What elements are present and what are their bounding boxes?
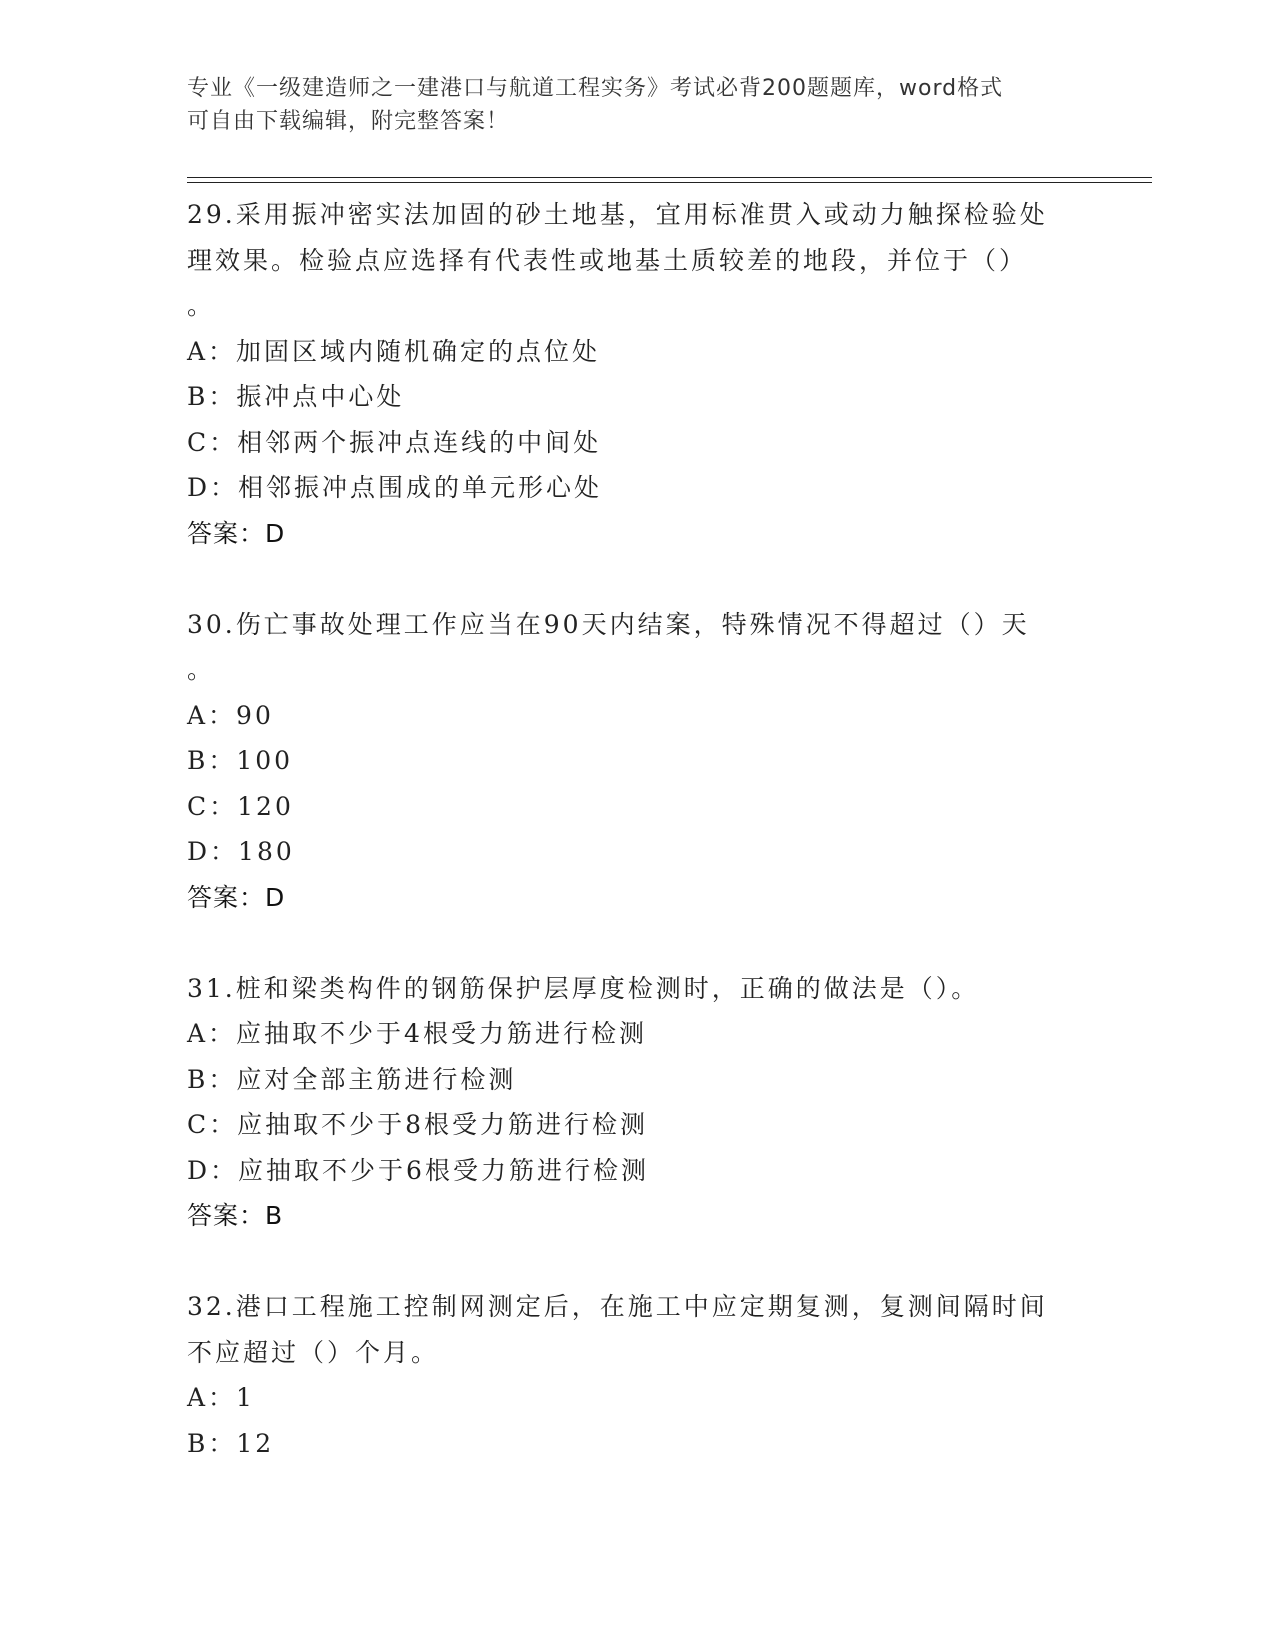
option-c: C：120 (187, 791, 294, 821)
option-a: A：应抽取不少于4根受力筋进行检测 (187, 1019, 647, 1048)
question-block (187, 1284, 1107, 1466)
header-line-1: 专业《一级建造师之一建港口与航道工程实务》考试必背200题题库，word格式 (187, 76, 1004, 101)
question-block (187, 602, 1107, 921)
question-text: 30.伤亡事故处理工作应当在90天内结案，特殊情况不得超过（）天 (187, 609, 1030, 639)
question-text: 理效果。检验点应选择有代表性或地基土质较差的地段，并位于（） (187, 245, 1028, 275)
question-text: 31.桩和梁类构件的钢筋保护层厚度检测时，正确的做法是（）。 (187, 973, 980, 1003)
answer-line: 答案：D (187, 518, 286, 548)
question-spacer (187, 920, 1107, 966)
option-d: D：180 (187, 837, 295, 866)
option-b: B：应对全部主筋进行检测 (187, 1064, 517, 1094)
question-text: 不应超过（）个月。 (187, 1337, 440, 1367)
question-spacer (187, 556, 1107, 602)
header-divider-bottom (187, 182, 1152, 183)
question-spacer (187, 1239, 1107, 1285)
question-text: 29.采用振冲密实法加固的砂土地基，宜用标准贯入或动力触探检验处 (187, 200, 1048, 229)
answer-line: 答案：D (187, 882, 286, 912)
option-b: B：100 (187, 746, 294, 775)
option-a: A：加固区域内随机确定的点位处 (187, 336, 601, 366)
option-c: C：应抽取不少于8根受力筋进行检测 (187, 1110, 649, 1139)
question-list (187, 192, 1107, 1466)
answer-line: 答案：B (187, 1201, 284, 1230)
option-c: C：相邻两个振冲点连线的中间处 (187, 427, 602, 457)
question-block (187, 966, 1107, 1239)
option-d: D：应抽取不少于6根受力筋进行检测 (187, 1155, 649, 1185)
option-b: B：振冲点中心处 (187, 382, 405, 411)
header-line-2: 可自由下载编辑，附完整答案！ (187, 109, 510, 134)
question-text: 。 (187, 291, 216, 320)
question-text: 32.港口工程施工控制网测定后，在施工中应定期复测，复测间隔时间 (187, 1292, 1048, 1321)
option-d: D：相邻振冲点围成的单元形心处 (187, 473, 603, 502)
option-b: B：12 (187, 1428, 275, 1458)
header-divider-top (187, 177, 1152, 178)
question-block (187, 192, 1107, 556)
option-a: A：1 (187, 1383, 255, 1412)
document-header (187, 72, 1087, 138)
question-text: 。 (187, 655, 216, 684)
option-a: A：90 (187, 700, 274, 730)
